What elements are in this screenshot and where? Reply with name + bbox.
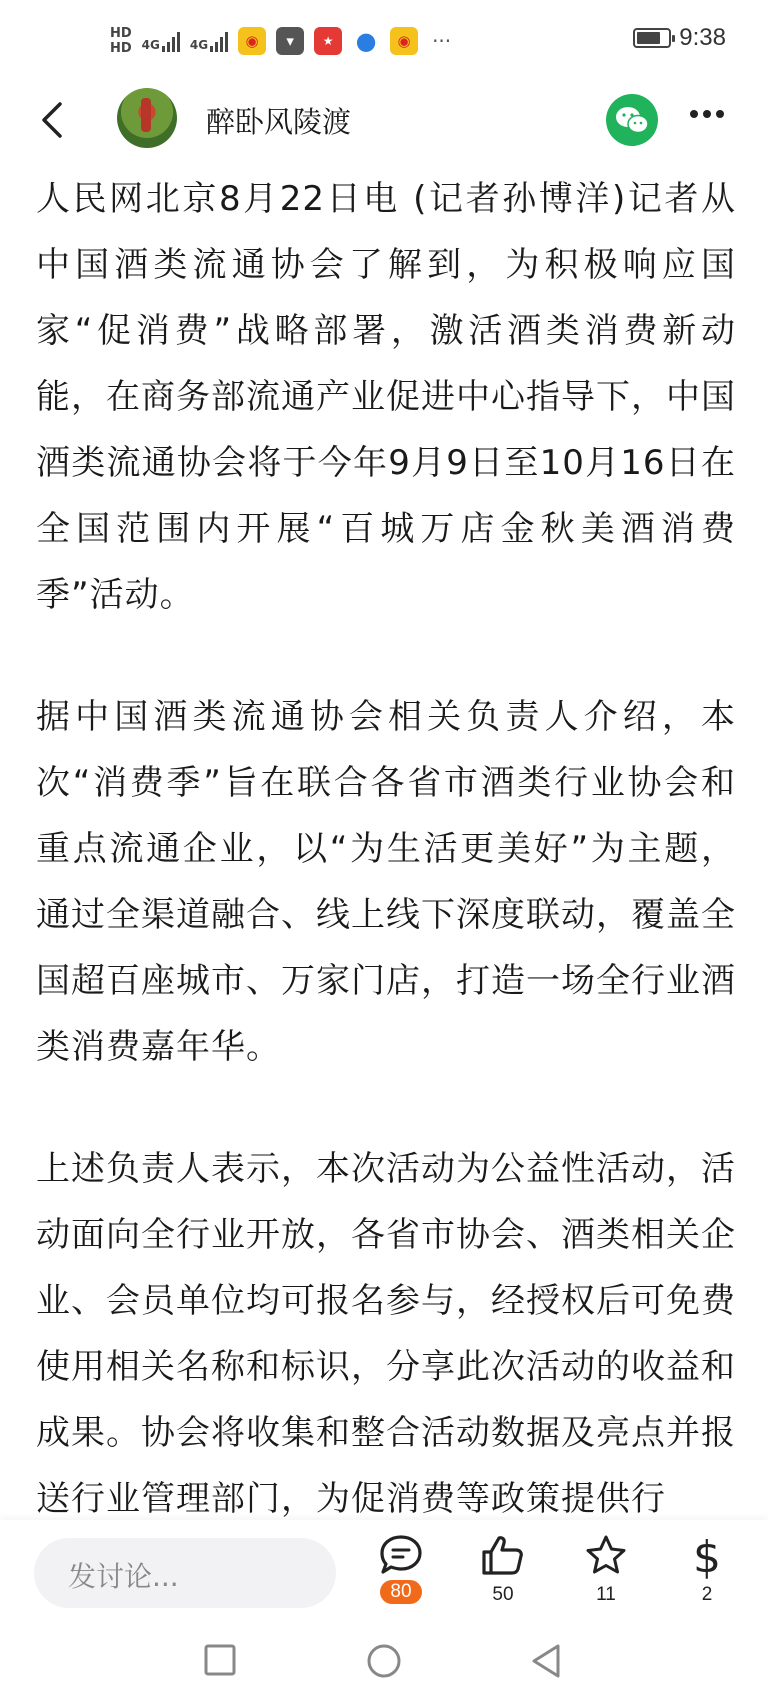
weibo-notification-icon: ◉ <box>390 27 418 55</box>
more-dot-icon <box>690 110 698 118</box>
comment-placeholder: 发讨论... <box>68 1560 179 1593</box>
signal-strength-2 <box>190 30 228 52</box>
system-nav-bar <box>0 1620 768 1707</box>
favorites-count: 11 <box>596 1584 616 1605</box>
status-icons-right <box>633 24 726 52</box>
browser-notification-icon: ● <box>355 27 377 55</box>
weibo-notification-icon: ◉ <box>238 27 266 55</box>
back-button[interactable] <box>34 98 74 142</box>
wechat-share-button[interactable] <box>606 94 658 146</box>
home-button[interactable] <box>365 1642 403 1684</box>
article-body <box>36 166 736 1520</box>
article-paragraph-1: 人民网北京8月22日电 (记者孙博洋)记者从中国酒类流通协会了解到，为积极响应国家“促消费”战略部署，激活酒类消费新动能，在商务部流通产业促进中心指导下，中国酒类流通协会将于今年9月9日至10月16日在全国范围内开展“百城万店金秋美酒消费季”活动。 <box>36 179 736 615</box>
article-paragraph-2: 据中国酒类流通协会相关负责人介绍，本次“消费季”旨在联合各省市酒类行业协会和重点流通企业，以“为生活更美好”为主题，通过全渠道融合、线上线下深度联动，覆盖全国超百座城市、万家门店，打造一场全行业酒类消费嘉年华。 <box>36 697 736 1067</box>
red-app-notification-icon: ★ <box>314 27 342 55</box>
network-type-1: 4G <box>141 38 160 52</box>
dollar-icon <box>684 1534 730 1580</box>
author-avatar[interactable] <box>117 88 177 148</box>
back-arrow-icon <box>34 98 74 142</box>
status-icons-left <box>110 18 451 64</box>
home-icon <box>365 1642 403 1680</box>
thumbs-up-icon <box>480 1534 526 1576</box>
article-paragraph-3: 上述负责人表示，本次活动为公益性活动，活动面向全行业开放，各省市协会、酒类相关企业、会员单位均可报名参与，经授权后可免费使用相关名称和标识，分享此次活动的收益和成果。协会将收集和整合活动数据及亮点并报送行业管理部门，为促消费等政策提供行 <box>36 1149 736 1519</box>
likes-count: 50 <box>492 1584 514 1605</box>
app-notification-icon: ▾ <box>276 27 304 55</box>
hd-label-bottom: HD <box>110 41 132 56</box>
battery-icon <box>633 28 671 48</box>
star-icon <box>583 1534 629 1576</box>
more-dot-icon <box>716 110 724 118</box>
comments-button[interactable] <box>366 1534 436 1614</box>
tip-button[interactable] <box>672 1534 742 1614</box>
more-dot-icon <box>703 110 711 118</box>
favorite-button[interactable] <box>571 1534 641 1614</box>
back-icon <box>528 1642 566 1680</box>
like-button[interactable] <box>468 1534 538 1614</box>
recent-apps-button[interactable] <box>202 1642 238 1682</box>
wechat-icon <box>615 105 649 135</box>
more-notifications-icon: ··· <box>432 29 452 53</box>
clock: 9:38 <box>679 24 726 51</box>
network-type-2: 4G <box>189 38 209 52</box>
comment-bubble-icon <box>378 1534 424 1576</box>
signal-strength-1 <box>142 30 180 52</box>
status-bar <box>0 0 768 84</box>
comments-count-badge: 80 <box>380 1580 421 1604</box>
hd-label-top: HD <box>110 26 132 41</box>
nav-back-button[interactable] <box>528 1642 566 1684</box>
post-header <box>0 84 768 156</box>
signal-bars-icon <box>210 30 228 52</box>
author-name[interactable]: 醉卧风陵渡 <box>206 105 352 139</box>
bottom-action-bar <box>0 1520 768 1620</box>
tips-count: 2 <box>701 1584 713 1605</box>
recent-apps-icon <box>202 1642 238 1678</box>
svg-text:$: $ <box>693 1534 721 1580</box>
more-options-button[interactable] <box>690 110 724 118</box>
comment-input[interactable] <box>34 1538 336 1608</box>
battery-level <box>637 32 660 44</box>
signal-bars-icon <box>162 30 180 52</box>
hd-indicator <box>110 26 132 56</box>
